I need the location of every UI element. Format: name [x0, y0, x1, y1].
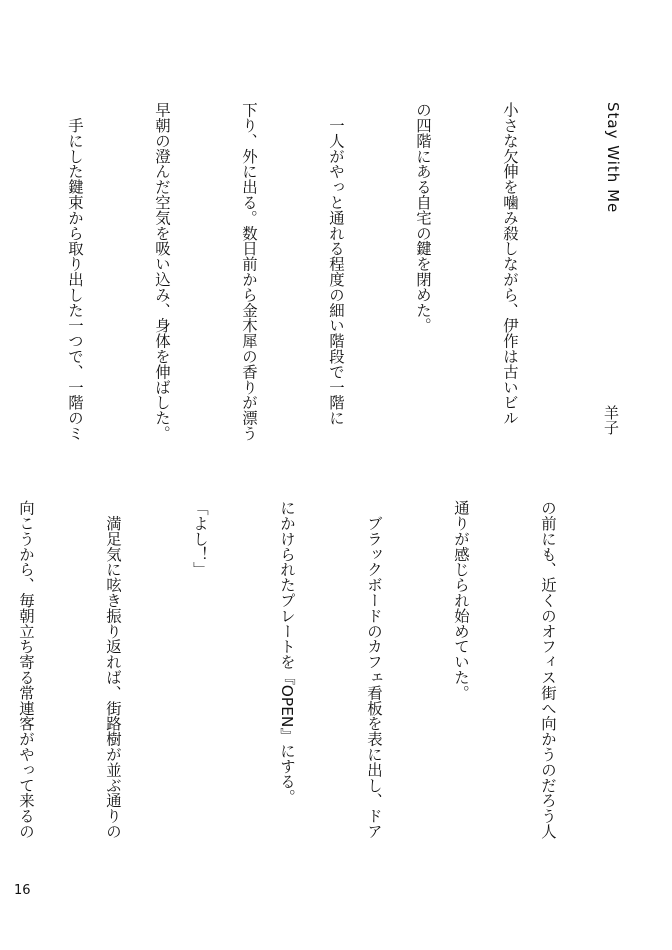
story-author: 羊子 — [602, 405, 620, 435]
text-line: 一人がやっと通れる程度の細い階段で一階に — [327, 102, 345, 426]
text-line: ブラックボードのカフェ看板を表に出し、ドア — [365, 500, 383, 839]
text-line — [0, 102, 2, 474]
text-line: にかけられたプレートを『OPEN』にする。 — [278, 500, 296, 805]
text-line: 手にした鍵束から取り出した一つで、一階のミ — [66, 102, 84, 441]
story-title: Stay With Me — [604, 102, 622, 214]
text-line: 向こうから、毎朝立ち寄る常連客がやって来るの — [17, 500, 35, 839]
text-line: の四階にある自宅の鍵を閉めた。 — [414, 102, 432, 333]
page-number: 16 — [14, 883, 31, 898]
text-line: 下り、外に出る。数日前から金木犀の香りが漂う — [240, 102, 258, 441]
text-line: の前にも、近くのオフィス街へ向かうのだろう人 — [539, 500, 557, 839]
text-line: 満足気に呟き振り返れば、街路樹が並ぶ通りの — [104, 500, 122, 839]
text-line: 「よし！」 — [191, 500, 209, 577]
text-line: 小さな欠伸を噛み殺しながら、伊作は古いビル — [501, 102, 519, 426]
text-line: 早朝の澄んだ空気を吸い込み、身体を伸ばした。 — [153, 102, 171, 441]
text-line: 通りが感じられ始めていた。 — [452, 500, 470, 701]
body-text-lower — [17, 500, 620, 872]
body-text-upper — [66, 102, 582, 474]
